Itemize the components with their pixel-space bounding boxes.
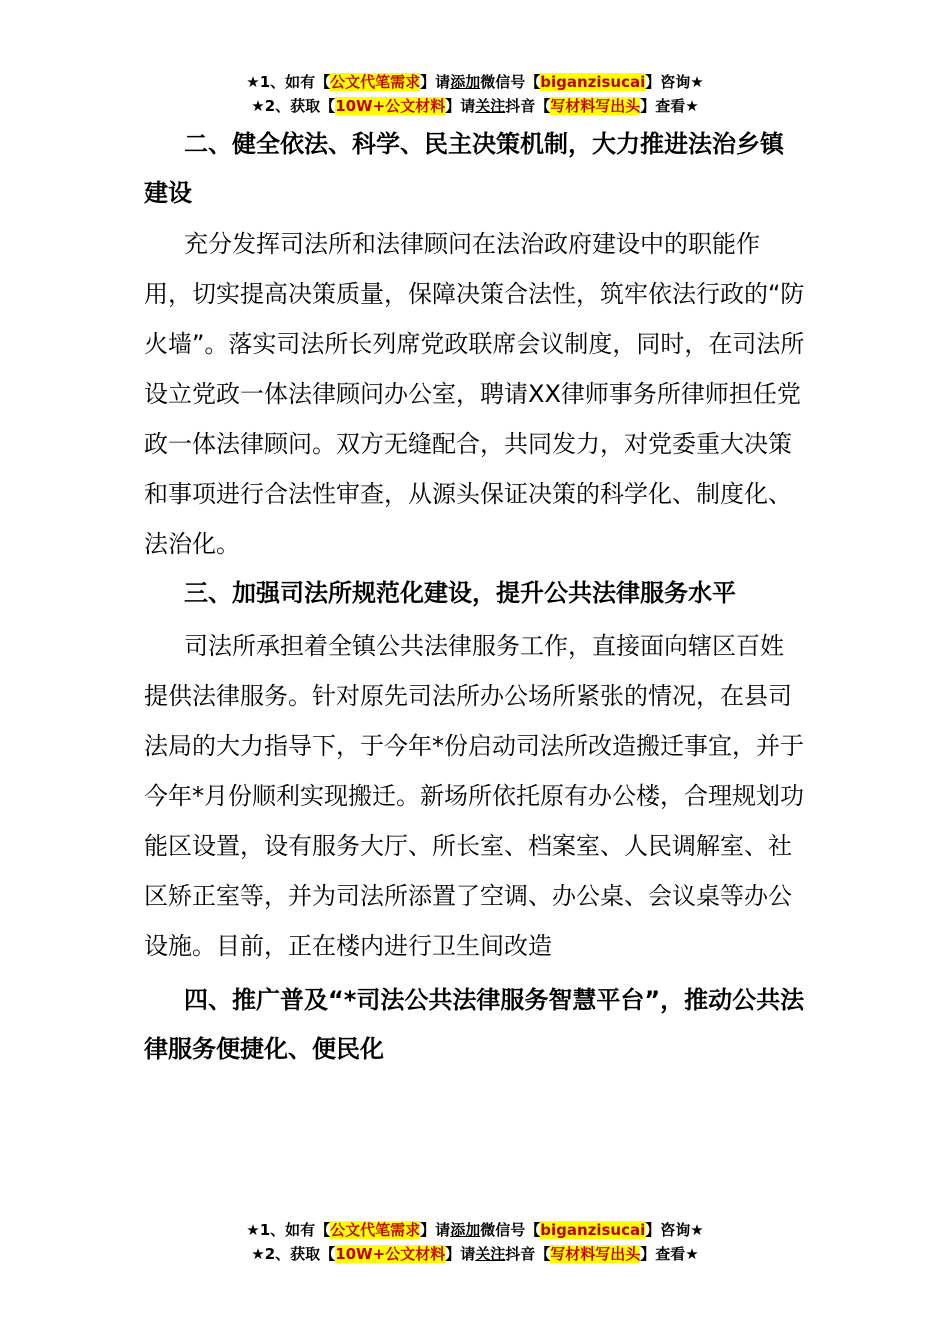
banner-underline: 添加 (450, 1221, 481, 1239)
banner-highlight: 写材料写出头 (550, 97, 641, 115)
banner-text: ★2、获取【 (251, 1245, 336, 1263)
section-heading-4: 四、推广普及“*司法公共法律服务智慧平台”，推动公共法律服务便捷化、便民化 (144, 986, 805, 1063)
banner-text: 】请 (420, 73, 451, 91)
banner-line-1 (0, 1218, 950, 1242)
banner-highlight: biganzisucai (540, 1221, 646, 1239)
section-heading-3: 三、加强司法所规范化建设，提升公共法律服务水平 (184, 579, 736, 607)
section-paragraph-3: 司法所承担着全镇公共法律服务工作，直接面向辖区百姓提供法律服务。针对原先司法所办公场所紧张的情况，在县司法局的大力指导下，于今年*份启动司法所改造搬迁事宜，并于今年*月份顺利实现搬迁。新场所依托原有办公楼，合理规划功能区设置，设有服务大厅、所长室、档案室、人民调解室、社区矫正室等，并为司法所添置了空调、办公桌、会议桌等办公设施。目前，正在楼内进行卫生间改造 (144, 632, 804, 960)
banner-text: 】查看★ (640, 97, 699, 115)
banner-text: 】请 (445, 1245, 476, 1263)
banner-text: 】咨询★ (645, 73, 704, 91)
banner-text: 】请 (445, 97, 476, 115)
banner-line-2 (0, 1242, 950, 1266)
banner-text: 】请 (420, 1221, 451, 1239)
banner-highlight: 公文代笔需求 (330, 73, 421, 91)
banner-text: 微信号【 (480, 1221, 541, 1239)
section-paragraph-2: 充分发挥司法所和法律顾问在法治政府建设中的职能作用，切实提高决策质量，保障决策合法性，筑牢依法行政的“防火墙”。落实司法所长列席党政联席会议制度，同时，在司法所设立党政一体法律顾问办公室，聘请XX律师事务所律师担任党政一体法律顾问。双方无缝配合，共同发力，对党委重大决策和事项进行合法性审查，从源头保证决策的科学化、制度化、法治化。 (144, 230, 805, 558)
banner-underline: 关注 (475, 1245, 506, 1263)
banner-text: ★1、如有【 (246, 73, 331, 91)
banner-highlight: 公文代笔需求 (330, 1221, 421, 1239)
banner-highlight: 写材料写出头 (550, 1245, 641, 1263)
banner-highlight: 10W+公文材料 (335, 1245, 446, 1263)
banner-text: 抖音【 (505, 97, 551, 115)
banner-text: 】查看★ (640, 1245, 699, 1263)
section-heading-2: 二、健全依法、科学、民主决策机制，大力推进法治乡镇建设 (144, 130, 784, 207)
banner-line-1 (0, 70, 950, 94)
banner-text: ★2、获取【 (251, 97, 336, 115)
banner-text: ★1、如有【 (246, 1221, 331, 1239)
banner-highlight: biganzisucai (540, 73, 646, 91)
document-body (144, 120, 806, 1074)
banner-text: 微信号【 (480, 73, 541, 91)
banner-line-2 (0, 94, 950, 118)
banner-text: 抖音【 (505, 1245, 551, 1263)
header-banner (0, 70, 950, 118)
banner-text: 】咨询★ (645, 1221, 704, 1239)
banner-highlight: 10W+公文材料 (335, 97, 446, 115)
footer-banner (0, 1218, 950, 1266)
banner-underline: 添加 (450, 73, 481, 91)
banner-underline: 关注 (475, 97, 506, 115)
